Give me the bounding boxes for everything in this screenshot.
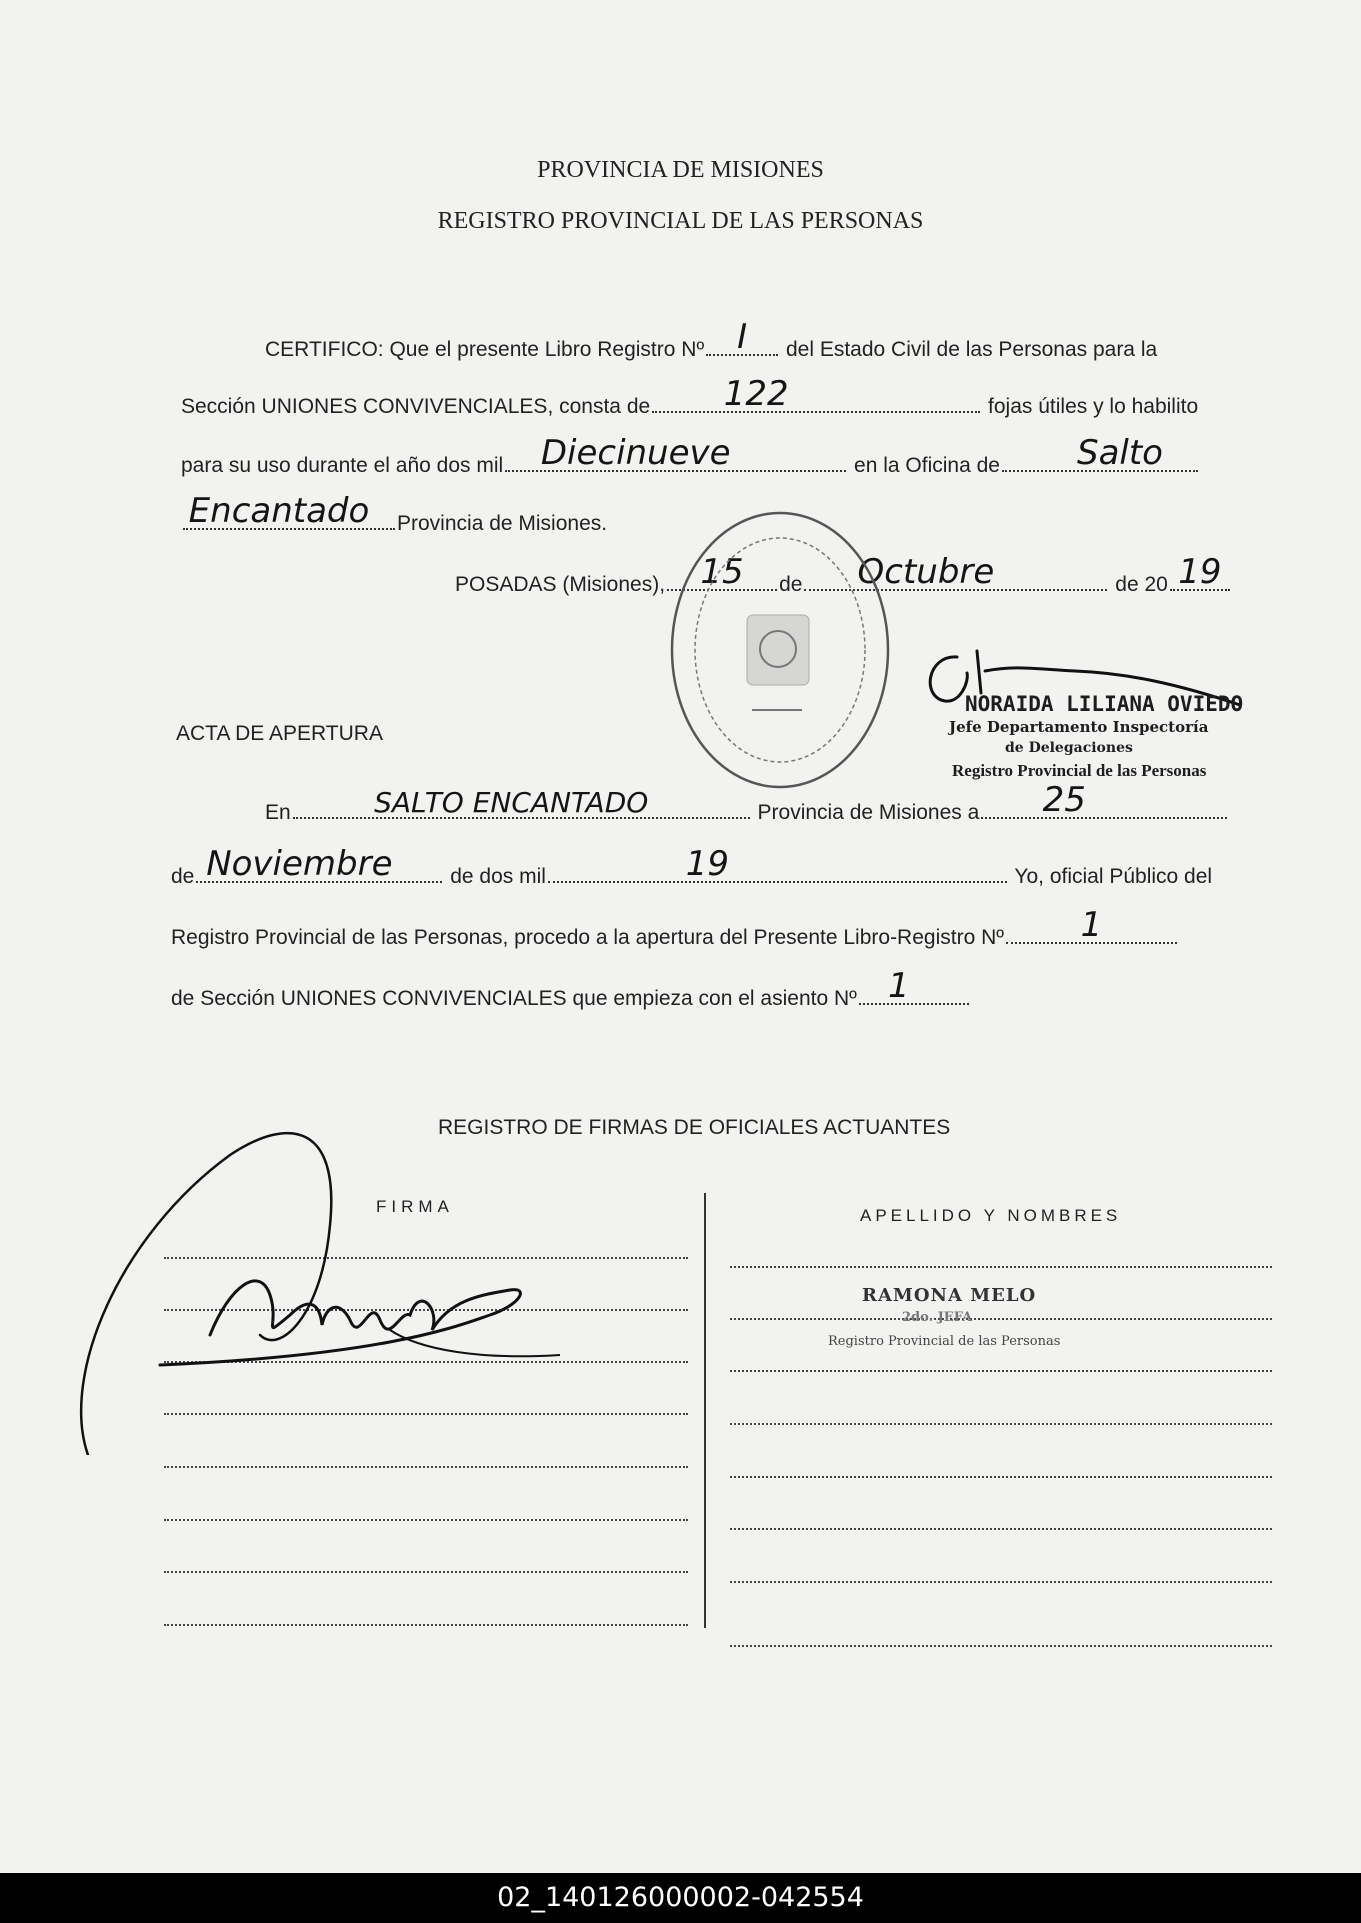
- apellido-line-8: [730, 1645, 1272, 1647]
- cert-line-4: [181, 491, 608, 536]
- acta-line-3: [171, 905, 1179, 950]
- firma-line-8: [164, 1624, 688, 1626]
- de-dos-mil-label: de dos mil: [450, 865, 546, 888]
- lugar-field: [293, 786, 750, 819]
- lugar-name: SALTO ENCANTADO: [374, 786, 649, 819]
- apellido-line-5: [730, 1476, 1272, 1478]
- anio-corto: 19: [1178, 552, 1222, 592]
- posadas-label: POSADAS (Misiones),: [455, 573, 666, 596]
- asiento-field: [859, 966, 969, 1006]
- apellido-line-6: [730, 1528, 1272, 1530]
- cert-text-3: Sección UNIONES CONVIVENCIALES, consta de: [181, 395, 651, 418]
- oficina-part-2: Encantado: [188, 491, 370, 531]
- cert-text-2: del Estado Civil de las Personas para la: [785, 338, 1158, 361]
- oficina-field-2: [183, 491, 395, 531]
- cert-line-2: [181, 374, 1199, 419]
- acta-anio: 19: [685, 844, 730, 884]
- acta-line-1: [265, 780, 1229, 825]
- apellido-line-2: [730, 1318, 1272, 1320]
- cert-text-1: CERTIFICO: Que el presente Libro Registro Nº: [265, 338, 705, 361]
- apellido-line-7: [730, 1581, 1272, 1583]
- cert-text-6: en la Oficina de: [854, 454, 1000, 477]
- official-name: NORAIDA LILIANA OVIEDO: [965, 692, 1244, 716]
- acta-dia-field: [981, 780, 1227, 820]
- cert-text-7: Provincia de Misiones.: [397, 512, 608, 535]
- acta-title: ACTA DE APERTURA: [176, 722, 383, 745]
- libro-field: [706, 317, 778, 357]
- seccion-text: de Sección UNIONES CONVIVENCIALES que empieza con el asiento Nº: [171, 987, 857, 1010]
- acta-libro-number: 1: [1080, 905, 1103, 945]
- oficina-part-1: Salto: [1076, 433, 1163, 473]
- entry-name: RAMONA MELO: [862, 1285, 1037, 1306]
- asiento-number: 1: [887, 966, 910, 1006]
- fojas-number: 122: [723, 374, 789, 414]
- firmas-title: REGISTRO DE FIRMAS DE OFICIALES ACTUANTES: [438, 1116, 951, 1139]
- dia-number: 15: [700, 552, 744, 592]
- cert-text-4: fojas útiles y lo habilito: [988, 395, 1199, 418]
- acta-line-4: [171, 966, 971, 1011]
- column-divider: [704, 1193, 706, 1628]
- libro-number: I: [737, 317, 748, 357]
- anio-corto-field: [1170, 552, 1230, 592]
- file-id-footer: 02_140126000002-042554: [0, 1873, 1361, 1923]
- entry-title: 2do. JEFA: [902, 1310, 973, 1325]
- cert-line-3: [181, 433, 1200, 478]
- col-firma-heading: FIRMA: [376, 1197, 454, 1216]
- firma-line-5: [164, 1466, 688, 1468]
- mes-name: Octubre: [857, 552, 995, 592]
- acta-mes-field: [196, 844, 442, 884]
- anio-words: Diecinueve: [540, 433, 731, 473]
- entry-org: Registro Provincial de las Personas: [828, 1334, 1061, 1349]
- registry-seal: [662, 505, 902, 800]
- acta-libro-field: [1006, 905, 1177, 945]
- firma-line-6: [164, 1519, 688, 1521]
- province-heading: PROVINCIA DE MISIONES: [537, 157, 824, 183]
- firma-line-7: [164, 1571, 688, 1573]
- de-label: de: [779, 573, 803, 596]
- registro-apertura-text: Registro Provincial de las Personas, procedo a la apertura del Presente Libro-Registro Nº: [171, 926, 1004, 949]
- cert-text-5: para su uso durante el año dos mil: [181, 454, 504, 477]
- apellido-line-4: [730, 1423, 1272, 1425]
- acting-official-signature: [60, 1115, 560, 1455]
- col-apellido-heading: APELLIDO Y NOMBRES: [860, 1206, 1122, 1225]
- yo-oficial-text: Yo, oficial Público del: [1014, 865, 1213, 888]
- acta-line-2: [171, 844, 1213, 889]
- en-label: En: [265, 801, 291, 824]
- official-title-2: de Delegaciones: [1005, 740, 1133, 756]
- anio-field: [505, 433, 846, 473]
- oficina-field: [1002, 433, 1198, 473]
- apellido-line-1: [730, 1266, 1272, 1268]
- fojas-field: [652, 374, 980, 414]
- official-title-1: Jefe Departamento Inspectoría: [949, 718, 1209, 736]
- acta-dia: 25: [1042, 780, 1086, 820]
- registry-heading: REGISTRO PROVINCIAL DE LAS PERSONAS: [437, 208, 924, 234]
- acta-mes: Noviembre: [206, 844, 393, 884]
- provincia-a-label: Provincia de Misiones a: [757, 801, 980, 824]
- acta-de-label: de: [171, 865, 195, 888]
- de-anio-label: de 20: [1115, 573, 1168, 596]
- acta-anio-field: [548, 844, 1007, 884]
- official-title-3: Registro Provincial de las Personas: [952, 761, 1207, 780]
- cert-line-1: [265, 317, 1158, 362]
- apellido-line-3: [730, 1370, 1272, 1372]
